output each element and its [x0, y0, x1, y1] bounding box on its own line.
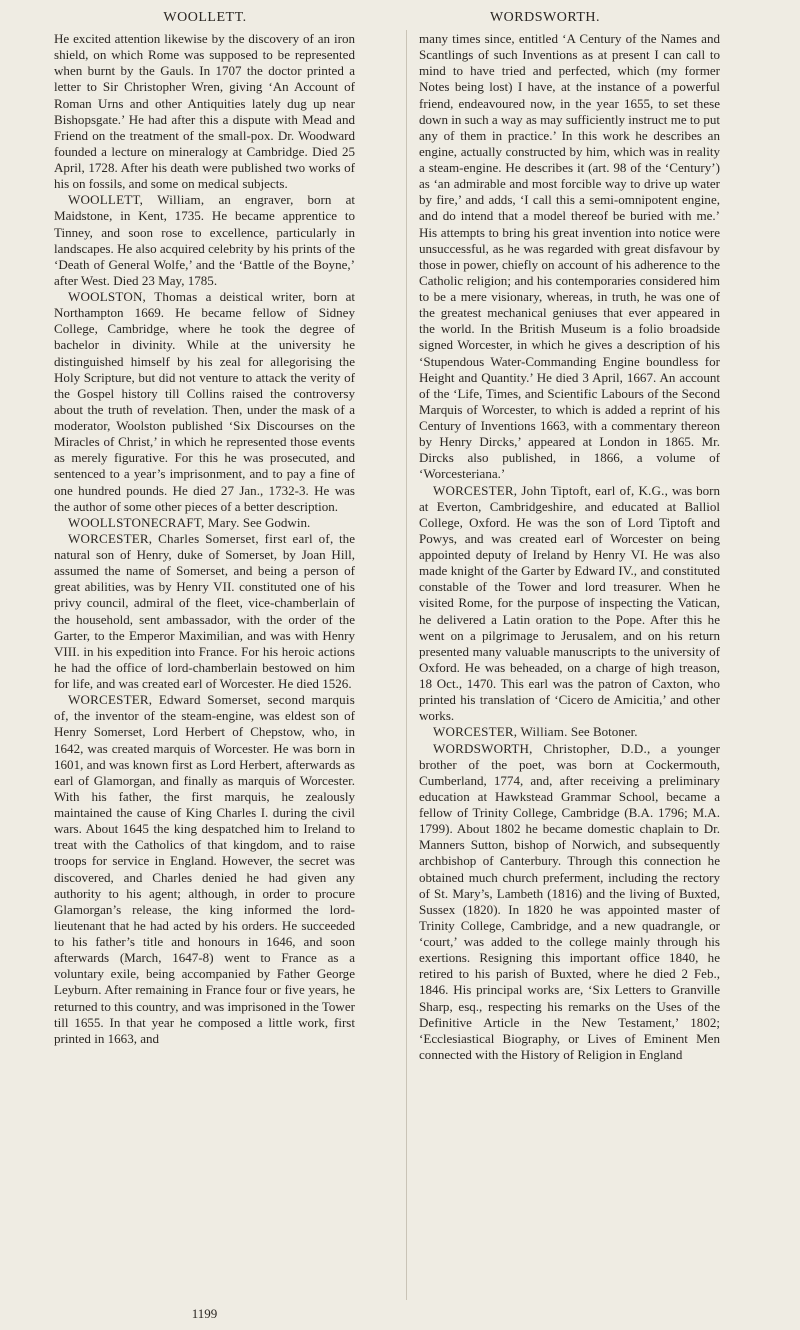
left-column	[54, 31, 355, 1047]
entry-paragraph	[54, 31, 355, 192]
right-column	[419, 31, 720, 1063]
entry-paragraph	[54, 515, 355, 531]
entry-paragraph	[419, 724, 720, 740]
entry-paragraph	[419, 741, 720, 1064]
entry-headword: WORDSWORTH, Christopher, D.D.,	[433, 740, 651, 756]
entry-headword: WORCESTER, William.	[433, 724, 568, 740]
entry-paragraph	[54, 192, 355, 289]
entry-text: a younger brother of the poet, was born at Cockermouth, Cumberland, 1774, and, after receiving a preliminary education at Hawkstead Grammar School, became a fellow of Trinity College, Cambridge (B.A. 1796; M.A. 1799). About 1802 he became domestic chaplain to Dr. Manners Sutton, bishop of Norwich, and subsequently archbishop of Canterbury. Through this connection he obtained much church preferment, including the rectory of St. Mary’s, Lambeth (1816) and the living of Buxted, Sussex (1820). In 1820 he was appointed master of Trinity College, Cambridge, and a new quadrangle, or ‘court,’ was added to the college mainly through his exertions. Resigning this important office 1840, he retired to his parish of Buxted, where he died 2 Feb., 1846. His principal works are, ‘Six Letters to Granville Sharp, esq., respecting his remarks on the Uses of the Definitive Article in the New Testament,’ 1802; ‘Ecclesiastical Biography, or Lives of Eminent Men connected with the History of Religion in England	[419, 740, 720, 1062]
entry-paragraph	[419, 483, 720, 725]
entry-headword: WORCESTER, Charles Somerset, first earl of,	[68, 530, 334, 546]
entry-text: the natural son of Henry, duke of Somerset, by Joan Hill, assumed the name of Somerset, and being a person of great abilities, was by Henry VII. constituted one of his privy council, admiral of the fleet, vice-chamberlain of the household, sent ambassador, with the order of the Garter, to the Emperor Maximilian, and was with Henry VIII. in his expedition into France. For his heroic actions he had the office of lord-chamberlain bestowed on him for life, and was created earl of Worcester. He died 1526.	[54, 530, 355, 691]
entry-headword: WOOLLETT, William,	[68, 192, 205, 208]
column-divider	[406, 30, 407, 1300]
entry-text: the inventor of the steam-engine, was eldest son of Henry Somerset, Lord Herbert of Chepstow, who, in 1642, was created marquis of Worcester. He was born in 1601, and was known first as Lord Herbert, afterwards as earl of Glamorgan, and finally as marquis of Worcester. With his father, the first marquis, he zealously maintained the cause of King Charles I. during the civil wars. About 1645 the king despatched him to Ireland to treat with the Catholics of that kingdom, and to raise troops for service in England. However, the secret was discovered, and Charles denied he had given any authority to his agent; although, in order to procure Glamorgan’s release, the king informed the lord-lieutenant that he had acted by his orders. He succeeded to his father’s title and honours in 1646, and soon afterwards (March, 1647-8) went to France as a voluntary exile, being accompanied by Father George Leyburn. After remaining in France four or five years, he returned to this country, and was imprisoned in the Tower till 1655. In that year he composed a little work, first printed in 1663, and	[54, 708, 355, 1046]
entry-paragraph	[54, 289, 355, 515]
running-header-right: WORDSWORTH.	[489, 10, 601, 25]
entry-text: He excited attention likewise by the discovery of an iron shield, on which Rome was supposed to be represented when burnt by the Gauls. In 1707 the doctor printed a letter to Sir Christopher Wren, giving ‘An Account of Roman Urns and other Antiquities lately dug up near Bishopsgate.’ He had after this a dispute with Mead and Friend on the treatment of the small-pox. Dr. Woodward founded a lecture on mineralogy at Cambridge. Died 25 April, 1728. After his death were published two works of his on fossils, and some on medical subjects.	[54, 31, 355, 192]
running-header-left: WOOLLETT.	[163, 10, 247, 25]
entry-paragraph	[54, 692, 355, 1047]
entry-paragraph	[54, 531, 355, 692]
entry-text: an engraver, born at Maidstone, in Kent, 1735. He became apprentice to Tinney, and soon rose to excellence, particularly in landscapes. He also acquired celebrity by his prints of the ‘Death of General Wolfe,’ and the ‘Battle of the Boyne,’ after West. Died 23 May, 1785.	[54, 192, 355, 288]
entry-headword: WOOLSTON, Thomas	[68, 289, 198, 304]
entry-headword: WOOLLSTONECRAFT, Mary.	[68, 514, 240, 530]
page-number: 1199	[191, 1306, 218, 1321]
entry-paragraph	[419, 31, 720, 483]
entry-text: many times since, entitled ‘A Century of the Names and Scantlings of such Inventions as at present I can call to mind to have tried and perfected, which (my former Notes being lost) I have, at the instance of a powerful friend, endeavoured now, in the year 1655, to set these down in such a way as may sufficiently instruct me to put any of them in practice.’ In this work he describes an engine, actually constructed by him, which was in reality a steam-engine. He describes it (art. 98 of the ‘Century’) as ‘an admirable and most forcible way to drive up water by fire,’ and adds, ‘I call this a semi-omnipotent engine, and do intend that a model thereof be buried with me.’ His attempts to bring his great invention into notice were unsuccessful, as he was regarded with great disfavour by those in power, chiefly on account of his adherence to the Catholic religion; and his contemporaries considered him to be a mere visionary, whereas, in truth, he was one of the greatest mechanical geniuses that ever appeared in the world. In the British Museum is a folio broadside signed Worcester, in which he gives a description of his ‘Stupendous Water-Commanding Engine boundless for Height and Quantity.’ He died 3 April, 1667. An account of the ‘Life, Times, and Scientific Labours of the Second Marquis of Worcester, to which is added a reprint of his Century of Inventions 1663, with a commentary thereon by Henry Dircks,’ appeared at London in 1865. Mr. Dircks also published, in 1866, a volume of ‘Worcesteriana.’	[419, 31, 720, 482]
entry-text: See Botoner.	[567, 724, 638, 740]
entry-headword: WORCESTER, John Tiptoft, earl of, K.G.,	[433, 482, 669, 498]
entry-headword: WORCESTER, Edward Somerset, second marquis of,	[54, 692, 355, 724]
entry-text: was born at Everton, Cambridgeshire, and educated at Balliol College, Oxford. He was the son of Lord Tiptoft and Powys, and was created earl of Worcester on being appointed deputy of Ireland by Henry VI. He was also made knight of the Garter by Edward IV., and constituted constable of the Tower and lord treasurer. When he visited Rome, for the purpose of inspecting the Vatican, he delivered a Latin oration to the Pope. After this he went on a pilgrimage to Jerusalem, and on his return presented many valuable manuscripts to the university of Oxford. He was beheaded, on a charge of high treason, 18 Oct., 1470. This earl was the patron of Caxton, who printed his translation of ‘Cicero de Amicitia,’ and other works.	[419, 482, 721, 724]
entry-text: See Godwin.	[239, 514, 311, 530]
entry-text: a deistical writer, born at Northampton 1669. He became fellow of Sidney College, Cambridge, where he took the degree of bachelor in divinity. While at the university he distinguished himself by his zeal for allegorising the Holy Scripture, but did not venture to attack the verity of the Gospel history till Collins raised the controversy about the truth of revelation. Then, under the mask of a moderator, Woolston published ‘Six Discourses on the Miracles of Christ,’ in which he represented those events as merely figurative. For this he was prosecuted, and sentenced to a year’s imprisonment, and to pay a fine of one hundred pounds. He died 27 Jan., 1732-3. He was the author of some other pieces of a better description.	[54, 289, 355, 514]
